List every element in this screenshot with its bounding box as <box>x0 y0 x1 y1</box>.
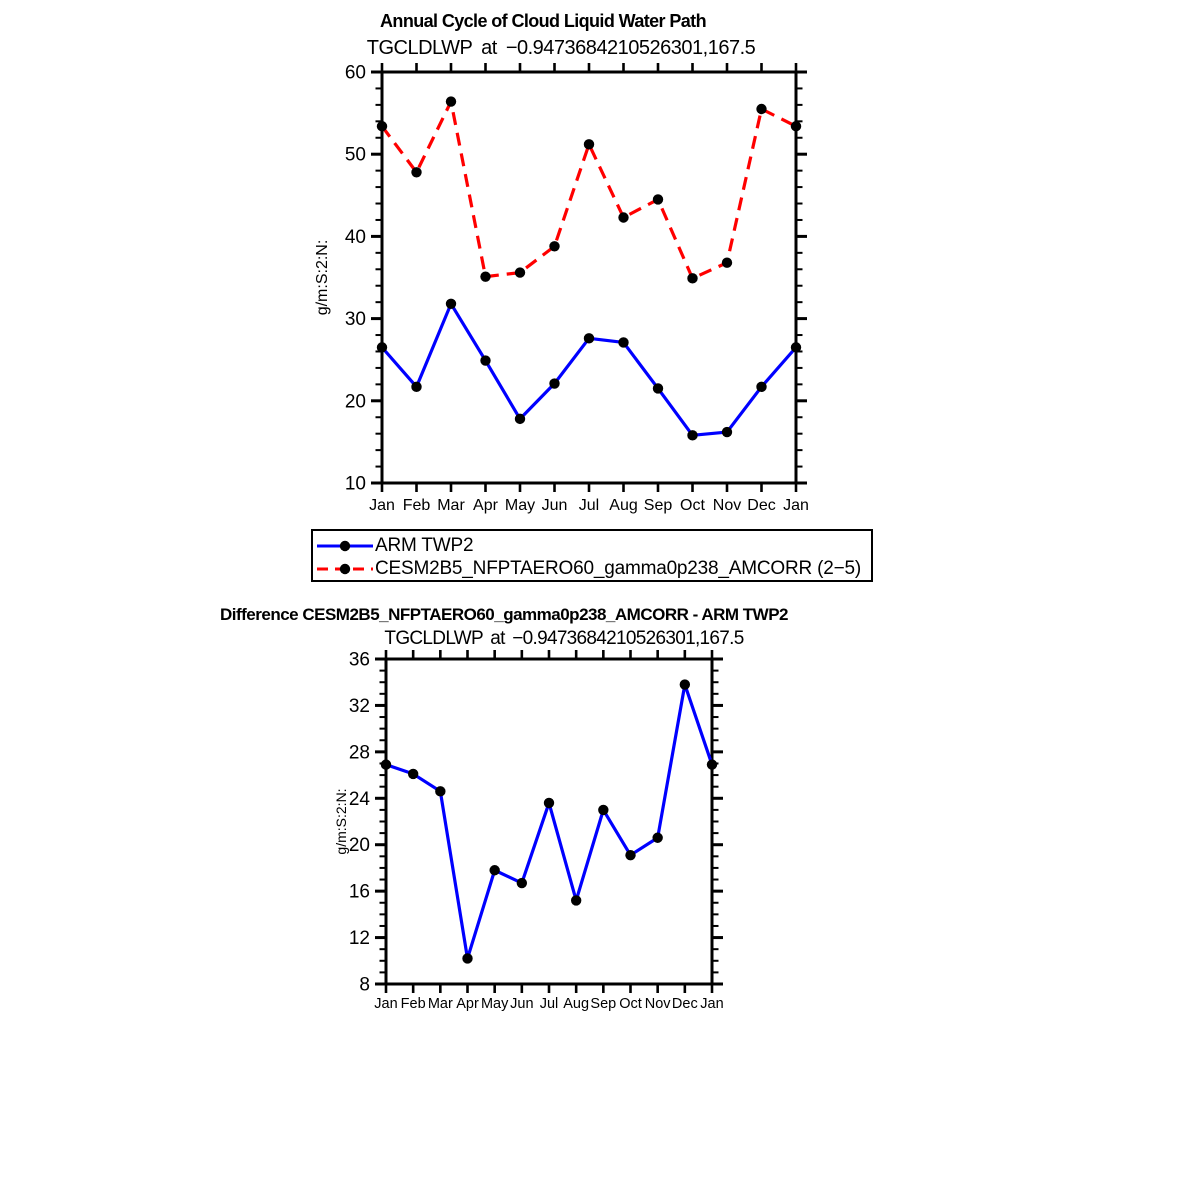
data-point-marker <box>480 271 490 281</box>
x-tick-label: Jan <box>374 996 398 1012</box>
data-point-marker <box>618 337 628 347</box>
data-point-marker <box>584 333 594 343</box>
data-point-marker <box>653 383 663 393</box>
data-point-marker <box>756 104 766 114</box>
y-axis-title: g/m:S:2:N: <box>314 239 331 316</box>
y-axis-title: g/m:S:2:N: <box>333 788 349 855</box>
x-tick-label: Sep <box>590 996 617 1012</box>
top-chart-subtitle: TGCLDLWP at −0.9473684210526301,167.5 <box>366 37 756 59</box>
data-point-marker <box>687 273 697 283</box>
data-point-marker <box>544 798 554 808</box>
data-point-marker <box>515 267 525 277</box>
difference-subtitle: TGCLDLWP at −0.9473684210526301,167.5 <box>384 628 744 649</box>
data-point-marker <box>722 427 732 437</box>
arm-twp2-line-sample-icon <box>317 539 373 553</box>
y-tick-label: 24 <box>348 788 370 810</box>
data-series-1 <box>377 96 801 283</box>
x-tick-label: May <box>504 497 536 514</box>
x-axis-ticks <box>369 63 809 514</box>
x-tick-label: Apr <box>473 497 498 514</box>
x-tick-label: Aug <box>609 497 638 514</box>
y-tick-label: 20 <box>348 835 370 857</box>
data-point-marker <box>707 759 717 769</box>
data-point-marker <box>411 167 421 177</box>
x-tick-label: Jun <box>541 497 568 514</box>
legend <box>311 529 873 582</box>
data-point-marker <box>625 850 635 860</box>
x-tick-label: Oct <box>680 497 705 514</box>
data-point-marker <box>515 414 525 424</box>
x-tick-label: Jan <box>369 497 395 514</box>
data-point-marker <box>652 833 662 843</box>
x-tick-label: Feb <box>400 996 426 1012</box>
data-point-marker <box>618 212 628 222</box>
data-point-marker <box>480 355 490 365</box>
annual-cycle-chart <box>280 50 890 528</box>
x-tick-label: Aug <box>563 996 590 1012</box>
y-tick-label: 32 <box>348 695 370 717</box>
x-tick-label: Feb <box>402 497 431 514</box>
axes <box>386 659 712 984</box>
y-tick-label: 40 <box>344 226 366 248</box>
data-point-marker <box>756 382 766 392</box>
data-point-marker <box>517 878 527 888</box>
x-tick-label: Oct <box>619 996 642 1012</box>
data-point-marker <box>408 769 418 779</box>
x-tick-label: Jan <box>783 497 809 514</box>
x-tick-label: May <box>480 996 509 1012</box>
y-tick-label: 8 <box>359 974 370 996</box>
data-point-marker <box>549 241 559 251</box>
data-point-marker <box>791 121 801 131</box>
data-series-0 <box>381 679 717 963</box>
data-point-marker <box>680 679 690 689</box>
x-tick-label: Jan <box>700 996 724 1012</box>
x-tick-label: Nov <box>644 996 671 1012</box>
y-tick-label: 36 <box>348 649 370 671</box>
legend-row-cesm2b5 <box>317 557 871 580</box>
data-point-marker <box>411 382 421 392</box>
data-point-marker <box>722 258 732 268</box>
data-point-marker <box>489 865 499 875</box>
legend-row-arm-twp2 <box>317 534 871 557</box>
legend-label-cesm2b5: CESM2B5_NFPTAERO60_gamma0p238_AMCORR (2−5) <box>375 557 861 579</box>
x-tick-label: Dec <box>747 497 776 514</box>
y-tick-label: 50 <box>344 144 366 166</box>
data-point-marker <box>791 342 801 352</box>
main-title: Annual Cycle of Cloud Liquid Water Path <box>380 11 706 31</box>
x-tick-label: Mar <box>437 497 465 514</box>
x-tick-label: Dec <box>671 996 698 1012</box>
y-axis-ticks <box>349 650 723 996</box>
data-point-marker <box>653 194 663 204</box>
data-point-marker <box>446 96 456 106</box>
data-point-marker <box>381 759 391 769</box>
data-point-marker <box>377 121 387 131</box>
x-tick-label: Sep <box>643 497 673 514</box>
x-tick-label: Apr <box>456 996 479 1012</box>
data-series-0 <box>377 299 801 441</box>
data-point-marker <box>687 430 697 440</box>
x-tick-label: Jun <box>510 996 534 1012</box>
data-point-marker <box>446 299 456 309</box>
data-point-marker <box>598 805 608 815</box>
x-tick-label: Jul <box>539 996 559 1012</box>
y-tick-label: 12 <box>348 928 370 950</box>
data-point-marker <box>549 378 559 388</box>
data-point-marker <box>435 786 445 796</box>
data-point-marker <box>571 895 581 905</box>
cesm2b5-line-sample-icon <box>317 562 373 576</box>
y-tick-label: 10 <box>344 473 366 495</box>
x-tick-label: Jul <box>578 497 600 514</box>
y-tick-label: 28 <box>348 742 370 764</box>
legend-label-arm-twp2: ARM TWP2 <box>375 534 474 556</box>
x-tick-label: Mar <box>427 996 453 1012</box>
data-point-marker <box>462 953 472 963</box>
y-tick-label: 30 <box>344 309 366 331</box>
x-tick-label: Nov <box>712 497 742 514</box>
data-point-marker <box>377 342 387 352</box>
y-axis-ticks <box>345 63 807 495</box>
y-tick-label: 16 <box>348 881 370 903</box>
y-tick-label: 20 <box>344 391 366 413</box>
difference-title: Difference CESM2B5_NFPTAERO60_gamma0p238_AMCORR - ARM TWP2 <box>219 605 789 624</box>
difference-chart <box>300 646 770 1028</box>
x-axis-ticks <box>374 650 723 1012</box>
data-point-marker <box>584 139 594 149</box>
y-tick-label: 60 <box>344 62 366 84</box>
